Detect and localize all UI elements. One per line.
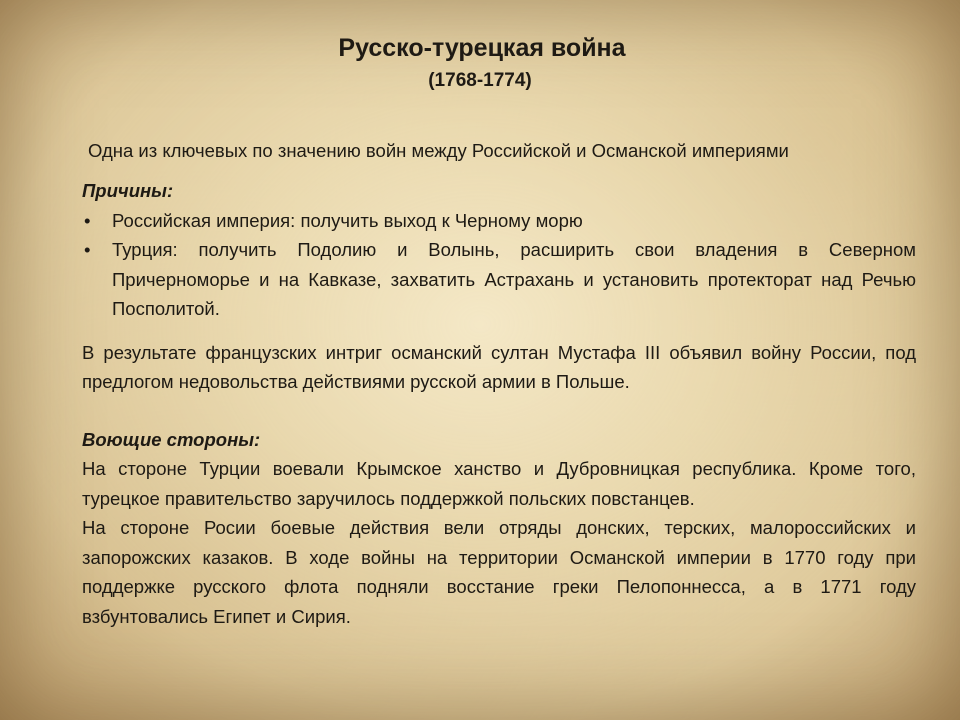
intro-text: Одна из ключевых по значению войн между Российской и Османской империями [88,140,789,161]
slide-content [82,176,916,631]
cause-russia: Российская империя: получить выход к Черному морю [112,209,583,231]
pretext-paragraph: В результате французских интриг османский султан Мустафа III объявил войну России, под предлогом недовольства действиями русской армии в Польше. [82,341,916,392]
list-item [82,206,916,236]
bullet-icon: • [84,239,91,260]
causes-list [82,206,916,324]
slide-years: (1768-1774) [428,70,532,91]
belligerents-heading: Воющие стороны: [82,428,261,450]
turkey-side-paragraph: На стороне Турции воевали Крымское ханство и Дубровницкая республика. Кроме того, турецкое правительство заручилось поддержкой польских повстанцев. [82,458,916,509]
causes-heading: Причины: [82,180,174,201]
slide-title: Русско-турецкая война [338,34,626,62]
list-item [82,235,916,324]
cause-turkey: Турция: получить Подолию и Волынь, расширить свои владения в Северном Причерноморье и на Кавказе, захватить Астрахань и установить протекторат над Речью Посполитой. [112,239,916,319]
bullet-icon: • [84,209,91,231]
russia-side-paragraph: На стороне Росии боевые действия вели отряды донских, терских, малороссийских и запорожских казаков. В ходе войны на территории Османской империи в 1770 году при поддержке русского флота подняли восстание греки Пелопоннесса, а в 1771 году взбунтовались Египет и Сирия. [82,517,916,627]
